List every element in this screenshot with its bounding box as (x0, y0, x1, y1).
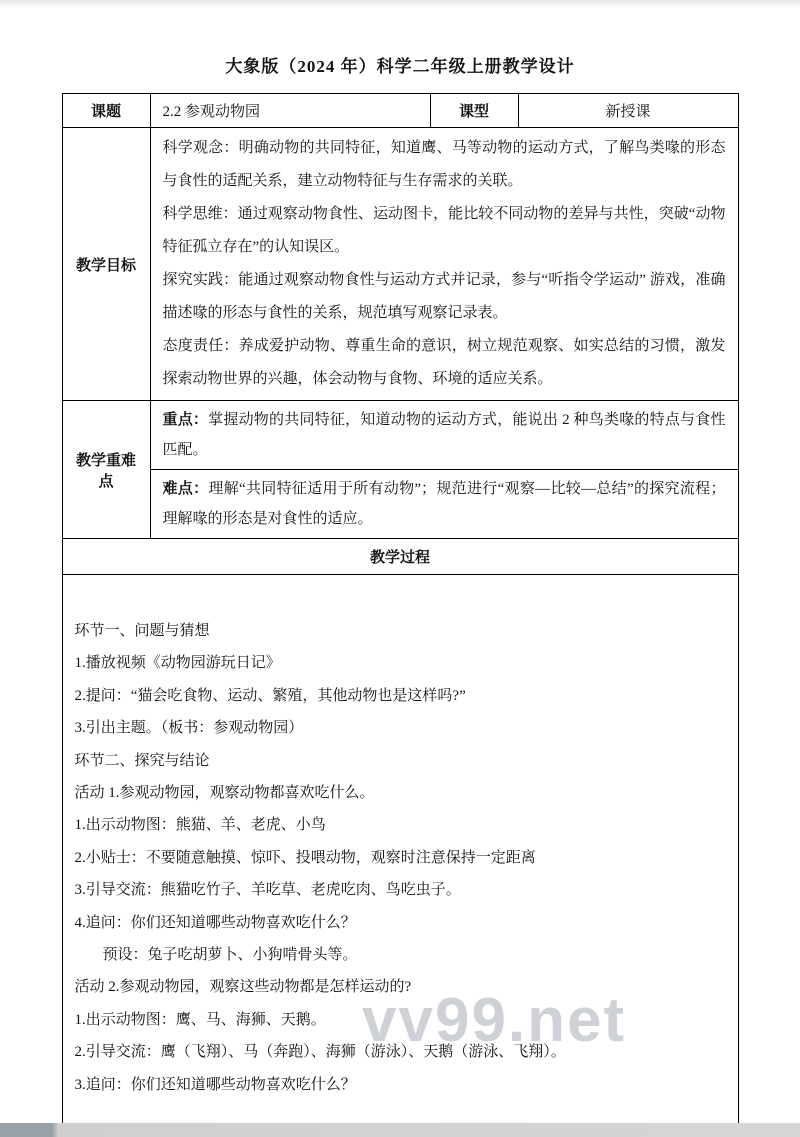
site-watermark: vv99.net (362, 986, 627, 1055)
goal-paragraph: 科学思维：通过观察动物食性、运动图卡，能比较不同动物的差异与共性，突破“动物特征孤立存在”的认知误区。 (162, 206, 726, 255)
goal-paragraph: 探究实践：能通过观察动物食性与运动方式并记录，参与“听指令学运动” 游戏，准确描述喙的形态与食性的关系，规范填写观察记录表。 (162, 272, 726, 321)
focus-label: 重点： (162, 412, 209, 428)
goals-content (150, 128, 738, 401)
process-line: 2.引导交流：鹰（飞翔）、马（奔跑）、海狮（游泳）、天鹅（游泳、飞翔）。 (74, 1044, 566, 1061)
table-row-process (62, 575, 738, 1137)
process-header: 教学过程 (62, 539, 738, 575)
process-line: 环节一、问题与猜想 (74, 622, 210, 639)
topic-value: 2.2 参观动物园 (150, 94, 430, 128)
page-bottom-edge (0, 1123, 800, 1137)
topic-label: 课题 (62, 94, 150, 128)
process-line: 4.追问：你们还知道哪些动物喜欢吃什么？ (74, 914, 356, 931)
table-row-goals (62, 128, 738, 401)
key-points-label: 教学重难点 (62, 401, 150, 539)
lesson-plan-table (62, 93, 739, 1137)
page-top-edge (0, 0, 800, 8)
table-row-key-point (62, 401, 738, 470)
course-type-value: 新授课 (518, 94, 738, 128)
process-line: 1.出示动物图：熊猫、羊、老虎、小鸟 (74, 817, 326, 834)
difficulty-paragraph (163, 474, 726, 534)
process-line: 环节二、探究与结论 (74, 752, 210, 769)
focus-paragraph (163, 405, 726, 465)
process-line: 活动 2.参观动物园，观察这些动物都是怎样运动的? (74, 979, 412, 996)
process-line: 预设：兔子吃胡萝卜、小狗啃骨头等。 (102, 947, 358, 964)
process-line: 2.小贴士：不要随意触摸、惊吓、投喂动物，观察时注意保持一定距离 (74, 849, 536, 866)
goal-paragraph: 科学观念：明确动物的共同特征，知道鹰、马等动物的运动方式，了解鸟类喙的形态与食性的适配关系，建立动物特征与生存需求的关联。 (162, 140, 726, 189)
focus-text: 掌握动物的共同特征，知道动物的运动方式，能说出 2 种鸟类喙的特点与食性匹配。 (162, 412, 726, 458)
process-line: 2.提问：“猫会吃食物、运动、繁殖，其他动物也是这样吗?” (74, 687, 466, 704)
process-line: 3.追问：你们还知道哪些动物喜欢吃什么？ (74, 1076, 356, 1093)
difficulty-content (150, 470, 738, 539)
process-line: 3.引出主题。（板书：参观动物园） (74, 720, 304, 737)
process-line: 3.引导交流：熊猫吃竹子、羊吃草、老虎吃肉、鸟吃虫子。 (74, 882, 461, 899)
table-row-process-header (62, 539, 738, 575)
goals-label: 教学目标 (62, 128, 150, 401)
page-title: 大象版（2024 年）科学二年级上册教学设计 (225, 57, 575, 76)
table-row-topic (62, 94, 738, 128)
process-line: 活动 1.参观动物园，观察动物都喜欢吃什么。 (74, 784, 375, 801)
course-type-label: 课型 (430, 94, 518, 128)
table-row-difficulty (62, 470, 738, 539)
process-line: 1.播放视频《动物园游玩日记》 (74, 655, 281, 672)
difficulty-label: 难点： (162, 481, 209, 497)
process-content (62, 575, 738, 1137)
process-line: 1.出示动物图：鹰、马、海狮、天鹅。 (74, 1011, 326, 1028)
goal-paragraph: 态度责任：养成爱护动物、尊重生命的意识，树立规范观察、如实总结的习惯，激发探索动物世界的兴趣，体会动物与食物、环境的适应关系。 (162, 338, 726, 387)
focus-content (150, 401, 738, 470)
difficulty-text: 理解“共同特征适用于所有动物”；规范进行“观察—比较—总结”的探究流程；理解喙的形态是对食性的适应。 (162, 481, 726, 527)
